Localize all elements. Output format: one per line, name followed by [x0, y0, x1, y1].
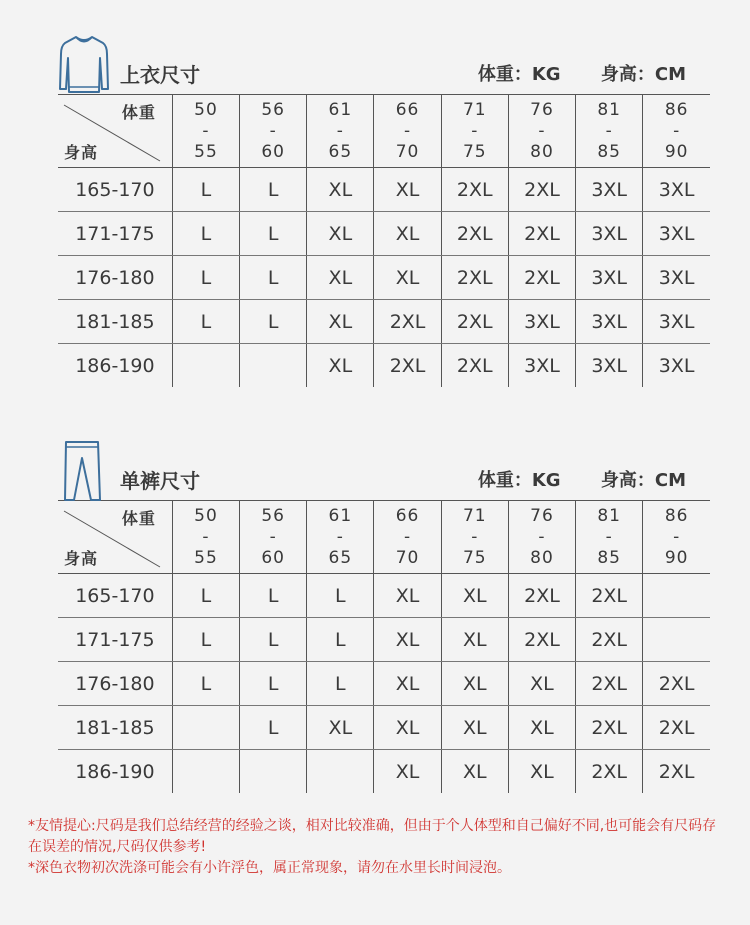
size-cell: L [240, 662, 307, 706]
table-row [58, 662, 710, 706]
sweater-icon [58, 34, 110, 94]
height-range-cell: 176-180 [58, 256, 172, 300]
height-range-cell: 165-170 [58, 168, 172, 212]
size-cell: L [240, 618, 307, 662]
size-cell: XL [508, 706, 575, 750]
size-cell: 3XL [576, 256, 643, 300]
size-cell: L [240, 168, 307, 212]
weight-range-header [374, 501, 441, 574]
size-cell: L [172, 618, 239, 662]
size-cell [172, 344, 239, 388]
table-row [58, 256, 710, 300]
size-cell: XL [508, 750, 575, 794]
weight-range-dash: - [673, 526, 681, 547]
weight-range-dash: - [269, 526, 277, 547]
weight-range-to: 75 [462, 547, 487, 568]
weight-range-from: 66 [395, 99, 420, 120]
size-cell: 2XL [441, 256, 508, 300]
size-cell: 2XL [374, 300, 441, 344]
size-cell: XL [307, 168, 374, 212]
weight-range-to: 55 [194, 141, 218, 162]
table-row [58, 618, 710, 662]
table-row [58, 344, 710, 388]
table-row [58, 574, 710, 618]
weight-range-to: 70 [395, 141, 420, 162]
size-cell [643, 574, 710, 618]
top-height-unit: 身高：CM [600, 64, 686, 85]
size-cell: 3XL [508, 300, 575, 344]
height-range-cell: 181-185 [58, 300, 172, 344]
pants-size-section [58, 440, 710, 793]
top-size-header [58, 34, 710, 94]
height-range-cell: 186-190 [75, 760, 155, 783]
size-cell: 2XL [576, 662, 643, 706]
size-cell: XL [307, 300, 374, 344]
size-cell: XL [441, 618, 508, 662]
size-cell [643, 618, 710, 662]
weight-range-from: 50 [194, 99, 218, 120]
size-cell: 2XL [576, 706, 643, 750]
weight-range-from: 86 [664, 99, 689, 120]
size-cell: L [240, 706, 307, 750]
size-cell: 2XL [441, 212, 508, 256]
size-cell: 2XL [374, 344, 441, 388]
top-header-row [58, 95, 710, 168]
weight-range-from: 66 [395, 505, 420, 526]
size-cell [240, 344, 307, 388]
top-corner-weight: 体重 [121, 103, 156, 122]
size-cell: 2XL [576, 618, 643, 662]
size-cell: XL [374, 706, 441, 750]
size-cell: 3XL [643, 300, 710, 344]
size-cell: XL [374, 168, 441, 212]
size-cell: L [172, 662, 239, 706]
weight-range-header [508, 95, 575, 168]
size-cell: L [240, 300, 307, 344]
weight-range-to: 80 [530, 141, 554, 162]
size-cell: 3XL [508, 344, 575, 388]
weight-range-dash: - [605, 526, 613, 547]
size-cell: 2XL [441, 168, 508, 212]
size-cell: L [172, 256, 239, 300]
weight-range-dash: - [403, 120, 412, 141]
weight-range-to: 70 [395, 547, 420, 568]
pants-size-table [58, 500, 710, 793]
size-cell: 2XL [508, 212, 575, 256]
table-row [58, 168, 710, 212]
weight-range-to: 55 [194, 547, 218, 568]
size-cell: XL [374, 750, 441, 794]
size-cell: XL [441, 750, 508, 794]
size-cell: 3XL [576, 344, 643, 388]
height-range-cell: 165-170 [58, 574, 172, 618]
pants-corner-weight: 体重 [121, 509, 156, 528]
weight-range-to: 85 [597, 141, 621, 162]
size-cell: L [172, 168, 239, 212]
size-cell: 3XL [576, 212, 643, 256]
size-cell: L [172, 212, 239, 256]
weight-range-header [576, 95, 643, 168]
table-row [58, 300, 710, 344]
weight-range-to: 85 [597, 547, 621, 568]
size-cell: 2XL [643, 750, 710, 794]
size-cell: L [240, 574, 307, 618]
top-corner-cell [58, 95, 172, 168]
size-cell: 3XL [643, 212, 710, 256]
weight-range-header [643, 95, 710, 168]
pants-corner-height: 身高 [64, 549, 99, 568]
size-cell: XL [441, 706, 508, 750]
notice-line-1: *友情提心:尺码是我们总结经营的经验之谈，相对比较准确，但由于个人体型和自己偏好不同,也可能会有尺码存在误差的情况,尺码仅供参考! [28, 818, 717, 855]
weight-range-to: 90 [664, 141, 689, 162]
weight-range-dash: - [202, 526, 210, 547]
size-cell: XL [441, 662, 508, 706]
height-range-cell: 171-175 [58, 618, 172, 662]
pants-corner-cell [58, 501, 172, 574]
weight-range-from: 76 [530, 99, 554, 120]
size-cell: L [307, 662, 374, 706]
size-cell: 2XL [508, 256, 575, 300]
weight-range-dash: - [269, 120, 277, 141]
weight-range-to: 80 [530, 547, 554, 568]
top-corner-height: 身高 [64, 143, 99, 162]
size-cell: XL [374, 212, 441, 256]
weight-range-header [307, 501, 374, 574]
weight-range-dash: - [471, 120, 479, 141]
size-cell: XL [307, 256, 374, 300]
weight-range-dash: - [202, 120, 210, 141]
weight-range-header [643, 501, 710, 574]
pants-icon [58, 440, 110, 502]
size-cell: 2XL [441, 344, 508, 388]
size-cell [172, 750, 239, 794]
size-cell: L [172, 300, 239, 344]
size-cell: 3XL [643, 344, 710, 388]
weight-range-dash: - [605, 120, 613, 141]
size-cell [307, 750, 374, 794]
weight-range-from: 71 [462, 505, 487, 526]
table-row [58, 706, 710, 750]
pants-height-unit: 身高：CM [600, 470, 686, 491]
size-cell: XL [307, 344, 374, 388]
pants-size-header [58, 440, 710, 500]
size-cell: XL [307, 706, 374, 750]
weight-range-from: 81 [597, 99, 621, 120]
height-range-cell: 176-180 [58, 662, 172, 706]
size-cell: 2XL [576, 574, 643, 618]
weight-range-header [441, 95, 508, 168]
weight-range-dash: - [336, 120, 344, 141]
weight-range-dash: - [403, 526, 412, 547]
weight-range-to: 60 [261, 141, 285, 162]
top-size-table [58, 94, 710, 387]
size-cell: 3XL [576, 300, 643, 344]
size-cell: L [240, 256, 307, 300]
weight-range-header [240, 501, 307, 574]
weight-range-header [508, 501, 575, 574]
size-cell: L [172, 574, 239, 618]
weight-range-to: 65 [328, 141, 353, 162]
size-cell: 2XL [508, 574, 575, 618]
weight-range-to: 90 [664, 547, 689, 568]
weight-range-header [172, 501, 239, 574]
size-cell: XL [307, 212, 374, 256]
weight-range-dash: - [336, 526, 344, 547]
weight-range-dash: - [471, 526, 479, 547]
size-cell: 3XL [643, 168, 710, 212]
size-cell: XL [441, 574, 508, 618]
height-range-cell: 186-190 [75, 354, 155, 377]
top-weight-unit: 体重：KG [477, 64, 561, 85]
size-cell: 3XL [643, 256, 710, 300]
weight-range-dash: - [538, 120, 546, 141]
weight-range-to: 65 [328, 547, 353, 568]
notice-text [28, 816, 728, 879]
weight-range-from: 50 [194, 505, 218, 526]
size-cell: L [307, 618, 374, 662]
size-cell: XL [374, 256, 441, 300]
size-cell: 3XL [576, 168, 643, 212]
size-cell: L [240, 212, 307, 256]
weight-range-from: 61 [328, 99, 353, 120]
size-cell: 2XL [643, 662, 710, 706]
weight-range-dash: - [538, 526, 546, 547]
size-cell: 2XL [576, 750, 643, 794]
size-cell: 2XL [441, 300, 508, 344]
weight-range-from: 81 [597, 505, 621, 526]
height-range-cell: 181-185 [58, 706, 172, 750]
weight-range-from: 61 [328, 505, 353, 526]
size-cell: XL [374, 662, 441, 706]
top-size-section [58, 34, 710, 387]
pants-header-row [58, 501, 710, 574]
top-size-title: 上衣尺寸 [120, 63, 200, 87]
weight-range-from: 76 [530, 505, 554, 526]
weight-range-from: 56 [261, 99, 285, 120]
weight-range-to: 75 [462, 141, 487, 162]
size-cell [240, 750, 307, 794]
weight-range-from: 56 [261, 505, 285, 526]
size-cell: XL [374, 574, 441, 618]
size-cell: 2XL [643, 706, 710, 750]
notice-line-2: *深色衣物初次洗涤可能会有小许浮色，属正常现象，请勿在水里长时间浸泡。 [28, 860, 511, 876]
weight-range-header [240, 95, 307, 168]
height-range-cell: 171-175 [58, 212, 172, 256]
top-unit-labels [444, 60, 686, 86]
pants-unit-labels [444, 466, 686, 492]
pants-weight-unit: 体重：KG [477, 470, 561, 491]
table-row [58, 750, 710, 794]
size-cell [172, 706, 239, 750]
size-cell: XL [508, 662, 575, 706]
size-cell: L [307, 574, 374, 618]
weight-range-header [576, 501, 643, 574]
weight-range-to: 60 [261, 547, 285, 568]
weight-range-from: 71 [462, 99, 487, 120]
weight-range-from: 86 [664, 505, 689, 526]
table-row [58, 212, 710, 256]
pants-size-title: 单裤尺寸 [120, 469, 200, 493]
size-cell: 2XL [508, 618, 575, 662]
weight-range-header [374, 95, 441, 168]
size-cell: 2XL [508, 168, 575, 212]
weight-range-header [441, 501, 508, 574]
weight-range-dash: - [673, 120, 681, 141]
weight-range-header [307, 95, 374, 168]
size-cell: XL [374, 618, 441, 662]
weight-range-header [172, 95, 239, 168]
